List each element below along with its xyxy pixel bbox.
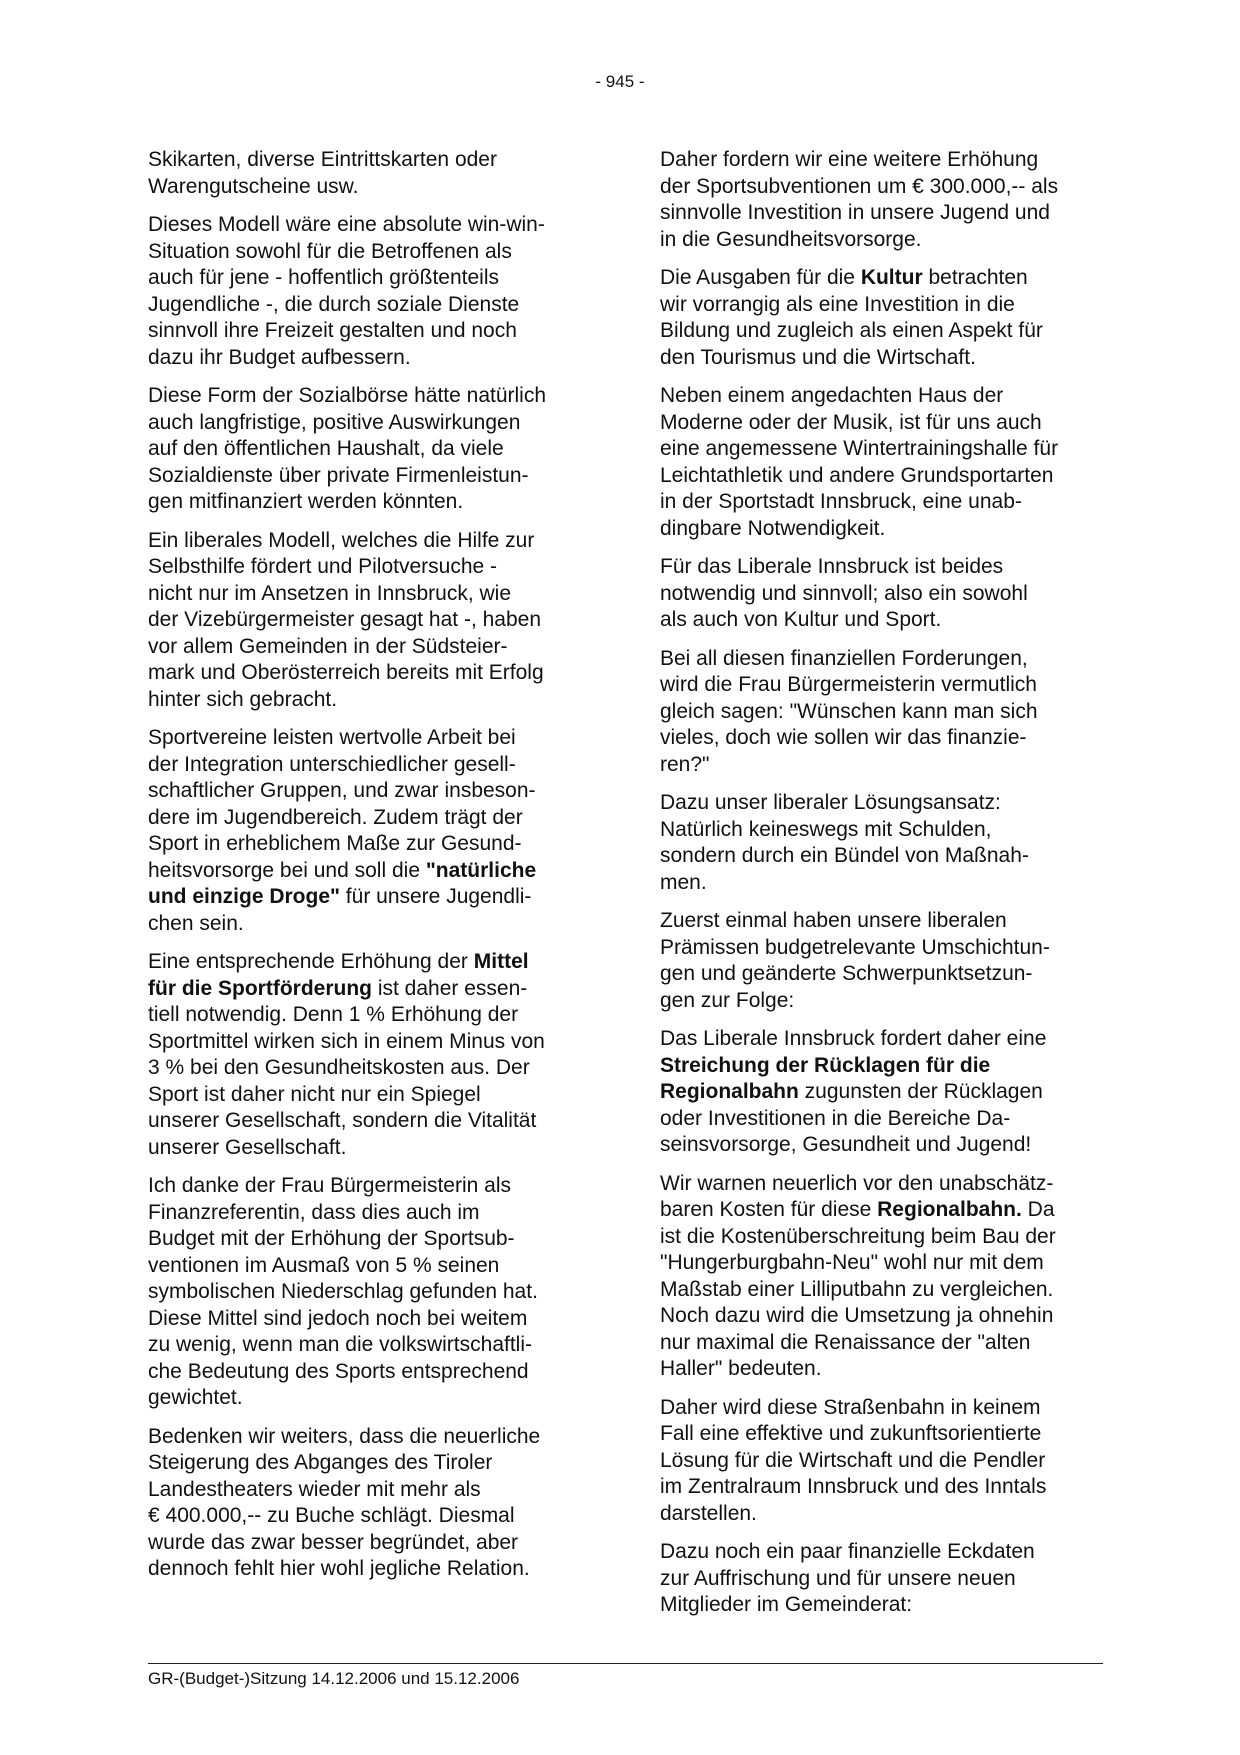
text-run: Wir warnen neuerlich vor den unabschätz- baren Kosten für diese — [660, 1171, 1054, 1221]
paragraph — [660, 790, 1108, 896]
paragraph — [660, 646, 1108, 779]
bold-text: Regionalbahn. — [877, 1198, 1022, 1221]
text-run: Dieses Modell wäre eine absolute win-win- Situation sowohl für die Betroffenen als auch für jene - hoffentlich größtenteils Jugendliche -, die durch soziale Dienste sinnvoll ihre Freizeit gestalten und noch dazu ihr Budget aufbessern. — [148, 213, 545, 369]
text-run: für unsere Jugendli- chen sein. — [148, 885, 532, 935]
bold-text: Mittel für die Sportförderung — [148, 950, 529, 1000]
text-run: Ich danke der Frau Bürgermeisterin als Finanzreferentin, dass dies auch im Budget mit der Erhöhung der Sportsub- ventionen im Ausmaß von 5 % seinen symbolischen Niederschlag gefunden hat. Diese Mittel sind jedoch noch bei weitem zu wenig, wenn man die volkswirtschaftli- che Bedeutung des Sports entsprechend gewichtet. — [148, 1174, 538, 1409]
paragraph — [148, 1424, 596, 1583]
text-run: Die Ausgaben für die — [660, 266, 861, 289]
text-run: Skikarten, diverse Eintrittskarten oder Warengutscheine usw. — [148, 148, 497, 198]
paragraph — [148, 383, 596, 516]
text-run: Daher fordern wir eine weitere Erhöhung der Sportsubventionen um € 300.000,-- als sinnvolle Investition in unsere Jugend und in die Gesundheitsvorsorge. — [660, 148, 1059, 251]
paragraph — [148, 212, 596, 371]
text-run: betrachten wir vorrangig als eine Investition in die Bildung und zugleich als einen Aspekt für den Tourismus und die Wirtschaft. — [660, 266, 1043, 369]
text-run: Bei all diesen finanziellen Forderungen, wird die Frau Bürgermeisterin vermutlich gleich sagen: "Wünschen kann man sich vieles, doch wie sollen wir das finanzie- ren?" — [660, 646, 1038, 776]
text-run: Neben einem angedachten Haus der Moderne oder der Musik, ist für uns auch eine angemessene Wintertrainingshalle für Leichtathletik und andere Grundsportarten in der Sportstadt Innsbruck, eine unab- dingbare Notwendigkeit. — [660, 384, 1059, 540]
bold-text: "natürliche und einzige Droge" — [148, 858, 537, 908]
text-run: Da ist die Kostenüberschreitung beim Bau der "Hungerburgbahn-Neu" wohl nur mit dem Maßstab einer Lilliputbahn zu vergleichen. Noch dazu wird die Umsetzung ja ohnehin nur maximal die Renaissance der "alten Haller" bedeuten. — [660, 1198, 1056, 1380]
paragraph — [148, 949, 596, 1161]
page-number: - 945 - — [595, 72, 645, 91]
text-run: Bedenken wir weiters, dass die neuerliche Steigerung des Abganges des Tiroler Landestheaters wieder mit mehr als € 400.000,-- zu Buche schlägt. Diesmal wurde das zwar besser begründet, aber dennoch fehlt hier wohl jegliche Relation. — [148, 1424, 541, 1580]
left-column — [148, 147, 596, 1595]
paragraph — [660, 554, 1108, 634]
paragraph — [148, 147, 596, 200]
paragraph — [660, 1539, 1108, 1619]
text-run: Sportvereine leisten wertvolle Arbeit bei der Integration unterschiedlicher gesell- schaftlicher Gruppen, und zwar insbeson- dere im Jugendbereich. Zudem trägt der Sport in erheblichem Maße zur Gesund- heitsvorsorge bei und soll die — [148, 726, 536, 882]
text-run: Dazu noch ein paar finanzielle Eckdaten zur Auffrischung und für unsere neuen Mitglieder im Gemeinderat: — [660, 1540, 1035, 1616]
paragraph — [660, 1171, 1108, 1383]
text-run: Eine entsprechende Erhöhung der — [148, 950, 474, 973]
text-run: Diese Form der Sozialbörse hätte natürlich auch langfristige, positive Auswirkungen auf den öffentlichen Haushalt, da viele Sozialdienste über private Firmenleistun- gen mitfinanziert werden könnten. — [148, 384, 547, 513]
footer-divider — [148, 1663, 1103, 1664]
paragraph — [148, 725, 596, 937]
paragraph — [660, 908, 1108, 1014]
text-run: Ein liberales Modell, welches die Hilfe zur Selbsthilfe fördert und Pilotversuche - nicht nur im Ansetzen in Innsbruck, wie der Vizebürgermeister gesagt hat -, haben vor allem Gemeinden in der Südsteier- mark und Oberösterreich bereits mit Erfolg hinter sich gebracht. — [148, 528, 544, 711]
paragraph — [660, 1026, 1108, 1159]
paragraph — [660, 265, 1108, 371]
bold-text: Kultur — [860, 266, 923, 289]
text-run: Daher wird diese Straßenbahn in keinem Fall eine effektive und zukunftsorientierte Lösung für die Wirtschaft und die Pendler im Zentralraum Innsbruck und des Inntals darstellen. — [660, 1395, 1047, 1525]
text-run: zugunsten der Rücklagen oder Investitionen in die Bereiche Da- seinsvorsorge, Gesundheit und Jugend! — [660, 1080, 1043, 1156]
right-column — [660, 147, 1108, 1631]
bold-text: Streichung der Rücklagen für die Regionalbahn — [660, 1053, 991, 1103]
text-run: Zuerst einmal haben unsere liberalen Prämissen budgetrelevante Umschichtun- gen und geänderte Schwerpunktsetzun- gen zur Folge: — [660, 909, 1050, 1012]
paragraph — [148, 528, 596, 714]
paragraph — [148, 1173, 596, 1412]
text-run: Für das Liberale Innsbruck ist beides notwendig und sinnvoll; also ein sowohl als auch von Kultur und Sport. — [660, 555, 1028, 631]
text-run: Das Liberale Innsbruck fordert daher eine — [660, 1027, 1047, 1050]
paragraph — [660, 383, 1108, 542]
text-run: Dazu unser liberaler Lösungsansatz: Natürlich keineswegs mit Schulden, sondern durch ein Bündel von Maßnah- men. — [660, 791, 1029, 894]
paragraph — [660, 1395, 1108, 1528]
paragraph — [660, 147, 1108, 253]
footer-text: GR-(Budget-)Sitzung 14.12.2006 und 15.12.2006 — [148, 1669, 520, 1688]
text-run: ist daher essen- tiell notwendig. Denn 1 % Erhöhung der Sportmittel wirken sich in einem Minus von 3 % bei den Gesundheitskosten aus. Der Sport ist daher nicht nur ein Spiegel unserer Gesellschaft, sondern die Vitalität unserer Gesellschaft. — [148, 976, 545, 1159]
